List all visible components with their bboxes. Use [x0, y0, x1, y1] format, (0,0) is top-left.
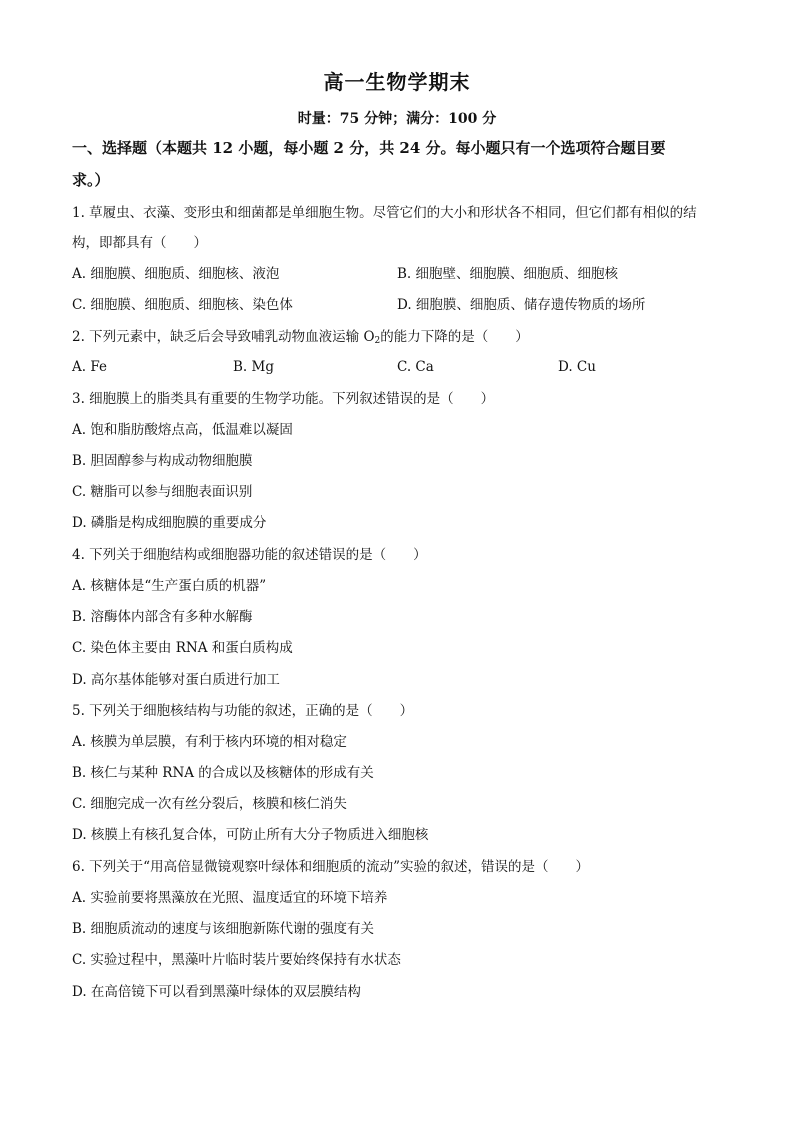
q5-stem: 5. 下列关于细胞核结构与功能的叙述，正确的是（ ）	[72, 703, 414, 719]
q6-stem: 6. 下列关于“用高倍显微镜观察叶绿体和细胞质的流动”实验的叙述，错误的是（ ）	[72, 859, 589, 875]
q1-option-d: D. 细胞膜、细胞质、储存遗传物质的场所	[397, 297, 646, 313]
q2-option-d: D. Cu	[558, 359, 596, 375]
q3-option-b: B. 胆固醇参与构成动物细胞膜	[72, 453, 253, 469]
q5-option-b: B. 核仁与某种 RNA 的合成以及核糖体的形成有关	[72, 765, 374, 781]
q5-option-c: C. 细胞完成一次有丝分裂后，核膜和核仁消失	[72, 796, 347, 812]
q2-option-c: C. Ca	[397, 359, 434, 375]
exam-meta: 时量：75 分钟；满分：100 分	[297, 111, 497, 127]
q2-stem-after: 的能力下降的是（ ）	[380, 329, 529, 345]
q5-option-d: D. 核膜上有核孔复合体，可防止所有大分子物质进入细胞核	[72, 827, 429, 843]
q1-option-c: C. 细胞膜、细胞质、细胞核、染色体	[72, 297, 293, 313]
q4-stem: 4. 下列关于细胞结构或细胞器功能的叙述错误的是（ ）	[72, 547, 427, 563]
q4-option-a: A. 核糖体是“生产蛋白质的机器”	[72, 578, 267, 594]
q2-option-a: A. Fe	[72, 359, 107, 375]
section-heading-line2: 求。）	[72, 171, 110, 189]
q2-stem-before: 2. 下列元素中，缺乏后会导致哺乳动物血液运输 O	[72, 329, 375, 345]
section-heading-line1: 一、选择题（本题共 12 小题，每小题 2 分，共 24 分。每小题只有一个选项符合题目要	[72, 139, 666, 157]
q1-option-b: B. 细胞壁、细胞膜、细胞质、细胞核	[397, 266, 619, 282]
q3-option-a: A. 饱和脂肪酸熔点高，低温难以凝固	[72, 422, 293, 438]
q3-option-d: D. 磷脂是构成细胞膜的重要成分	[72, 515, 267, 531]
q3-stem: 3. 细胞膜上的脂类具有重要的生物学功能。下列叙述错误的是（ ）	[72, 391, 495, 407]
q6-option-a: A. 实验前要将黑藻放在光照、温度适宜的环境下培养	[72, 890, 388, 906]
q4-option-b: B. 溶酶体内部含有多种水解酶	[72, 609, 253, 625]
q1-option-a: A. 细胞膜、细胞质、细胞核、液泡	[72, 266, 280, 282]
q3-option-c: C. 糖脂可以参与细胞表面识别	[72, 484, 253, 500]
q2-stem	[72, 327, 732, 347]
exam-title: 高一生物学期末	[323, 70, 471, 94]
q1-stem-line1: 1. 草履虫、衣藻、变形虫和细菌都是单细胞生物。尽管它们的大小和形状各不相同，但它们都有相似的结	[72, 205, 697, 221]
q4-option-d: D. 高尔基体能够对蛋白质进行加工	[72, 672, 280, 688]
q1-stem-line2: 构，即都具有（ ）	[72, 235, 207, 251]
q6-option-b: B. 细胞质流动的速度与该细胞新陈代谢的强度有关	[72, 921, 375, 937]
q6-option-c: C. 实验过程中，黑藻叶片临时装片要始终保持有水状态	[72, 952, 401, 968]
q2-option-b: B. Mg	[233, 359, 274, 375]
q6-option-d: D. 在高倍镜下可以看到黑藻叶绿体的双层膜结构	[72, 984, 361, 1000]
q4-option-c: C. 染色体主要由 RNA 和蛋白质构成	[72, 640, 293, 656]
q5-option-a: A. 核膜为单层膜，有利于核内环境的相对稳定	[72, 734, 347, 750]
q2-stem-subscript: 2	[374, 336, 381, 346]
